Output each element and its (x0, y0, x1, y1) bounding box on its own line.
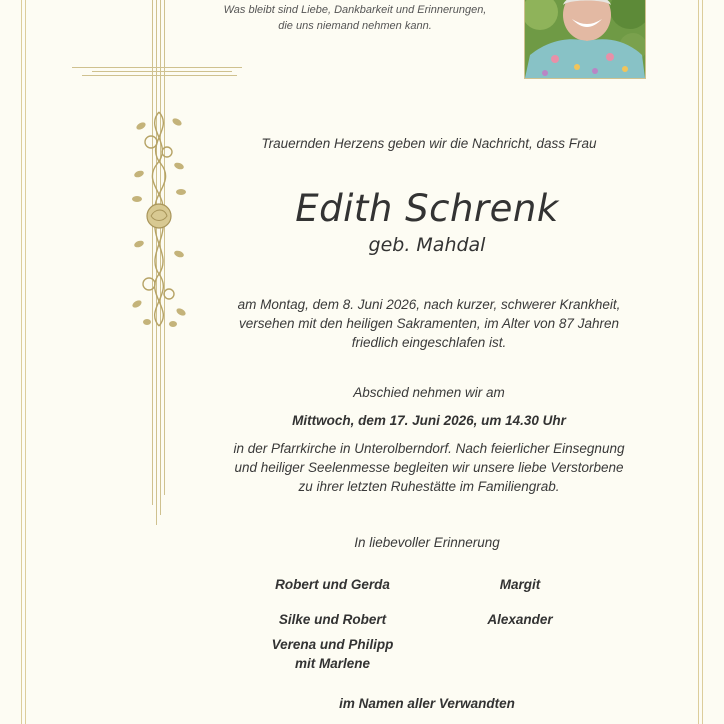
death-notice-line: friedlich eingeschlafen ist. (351, 335, 507, 350)
funeral-date: Mittwoch, dem 17. Juni 2026, um 14.30 Uhr (292, 413, 566, 428)
ceremony-line: zu ihrer letzten Ruhestätte im Familiengrab. (298, 479, 560, 494)
family-member-line: mit Marlene (294, 656, 371, 671)
border-right-outer (702, 0, 703, 724)
quote-line: die uns niemand nehmen kann. (278, 20, 432, 32)
ceremony-line: in der Pfarrkirche in Unterolberndorf. Nach feierlicher Einsegnung (233, 441, 625, 456)
quote-line: Was bleibt sind Liebe, Dankbarkeit und Erinnerungen, (223, 4, 487, 16)
family-member: Alexander (487, 612, 553, 627)
maiden-name: geb. Mahdal (368, 234, 486, 256)
closing-text: im Namen aller Verwandten (339, 696, 515, 711)
portrait-photo (524, 0, 646, 79)
family-member (250, 635, 415, 673)
death-notice-line: versehen mit den heiligen Sakramenten, im Alter von 87 Jahren (239, 316, 619, 331)
family-member: Margit (499, 577, 541, 592)
memory-heading: In liebevoller Erinnerung (354, 535, 500, 550)
family-member: Robert und Gerda (275, 577, 390, 592)
family-member-line: Verena und Philipp (271, 637, 394, 652)
ceremony-text (67, 439, 724, 496)
ceremony-line: und heiliger Seelenmesse begleiten wir unsere liebe Verstorbene (234, 460, 624, 475)
death-notice-line: am Montag, dem 8. Juni 2026, nach kurzer, schwerer Krankheit, (237, 297, 621, 312)
family-member: Silke und Robert (278, 612, 387, 627)
deceased-name: Edith Schrenk (295, 187, 559, 230)
death-notice (67, 295, 724, 352)
farewell-intro: Abschied nehmen wir am (353, 385, 505, 400)
quote (170, 2, 540, 34)
border-right-inner (698, 0, 699, 724)
intro-text: Trauernden Herzens geben wir die Nachricht, dass Frau (261, 136, 597, 151)
